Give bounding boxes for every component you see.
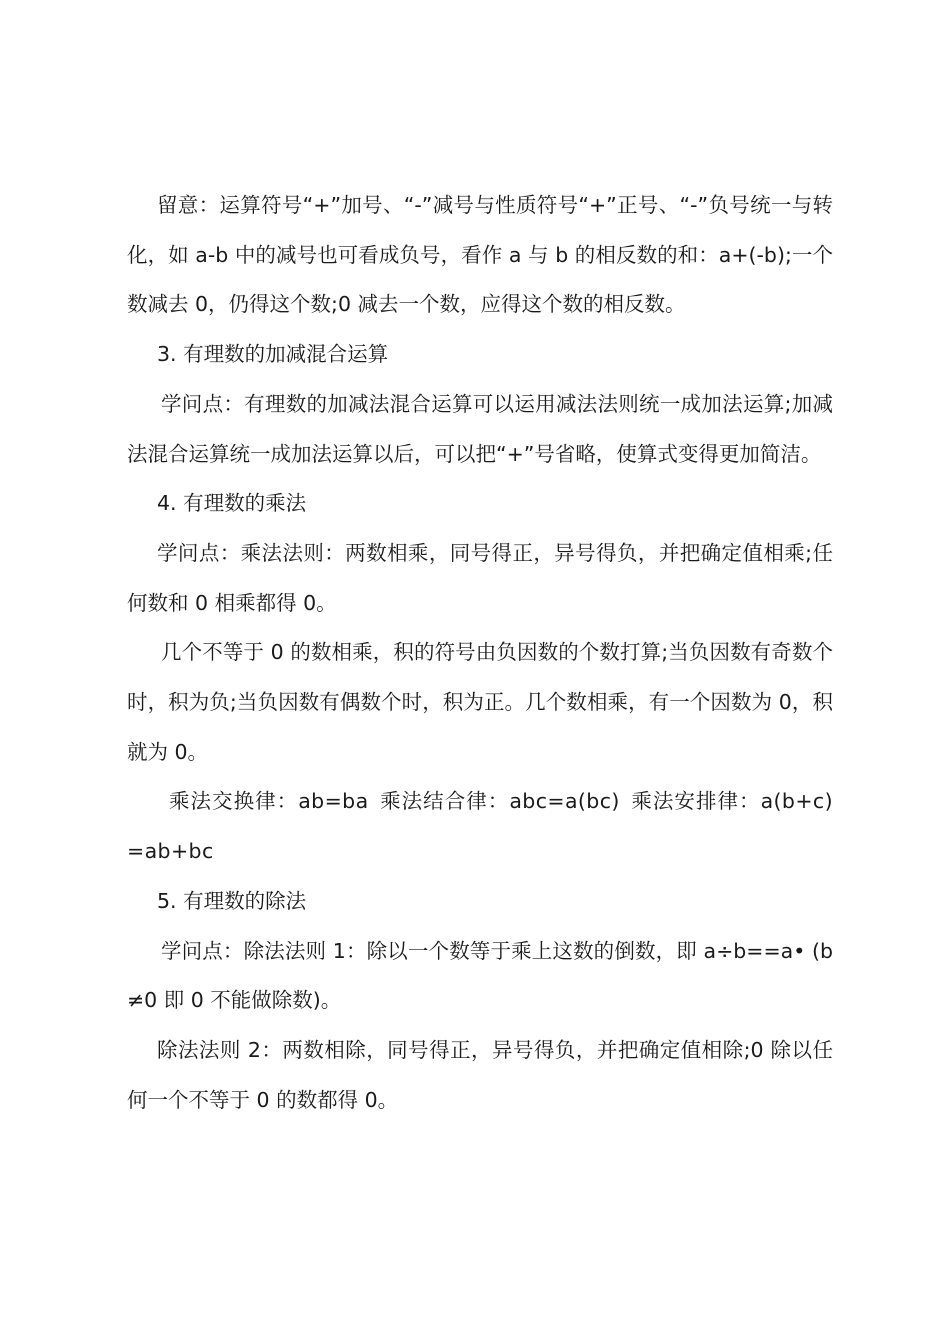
document-page xyxy=(127,181,833,1125)
heading-multiplication: 4. 有理数的乘法 xyxy=(157,491,307,516)
paragraph-division-rule-1: 学问点：除法法则 1：除以一个数等于乘上这数的倒数，即 a÷b==a• (b≠0 即 0 不能做除数)。 xyxy=(127,938,833,1013)
paragraph-add-sub-knowledge: 学问点：有理数的加减法混合运算可以运用减法法则统一成加法运算;加减法混合运算统一成加法运算以后，可以把“+”号省略，使算式变得更加简洁。 xyxy=(127,391,833,466)
paragraph-multiplication-sign: 几个不等于 0 的数相乘，积的符号由负因数的个数打算;当负因数有奇数个时，积为负;当负因数有偶数个时，积为正。几个数相乘，有一个因数为 0，积就为 0。 xyxy=(127,640,833,764)
paragraph-sign-note: 留意：运算符号“+”加号、“-”减号与性质符号“+”正号、“-”负号统一与转化，如 a-b 中的减号也可看成负号，看作 a 与 b 的相反数的和：a+(-b);一个数减去 0，仍得这个数;0 减去一个数，应得这个数的相反数。 xyxy=(127,193,833,317)
heading-division: 5. 有理数的除法 xyxy=(157,888,307,913)
heading-add-sub-mixed: 3. 有理数的加减混合运算 xyxy=(157,342,389,367)
paragraph-multiplication-rule: 学问点：乘法法则：两数相乘，同号得正，异号得负，并把确定值相乘;任何数和 0 相乘都得 0。 xyxy=(127,540,833,615)
paragraph-multiplication-laws: 乘法交换律：ab=ba 乘法结合律：abc=a(bc) 乘法安排律：a(b+c)=ab+bc xyxy=(127,789,833,864)
paragraph-division-rule-2: 除法法则 2：两数相除，同号得正，异号得负，并把确定值相除;0 除以任何一个不等于 0 的数都得 0。 xyxy=(127,1037,833,1112)
